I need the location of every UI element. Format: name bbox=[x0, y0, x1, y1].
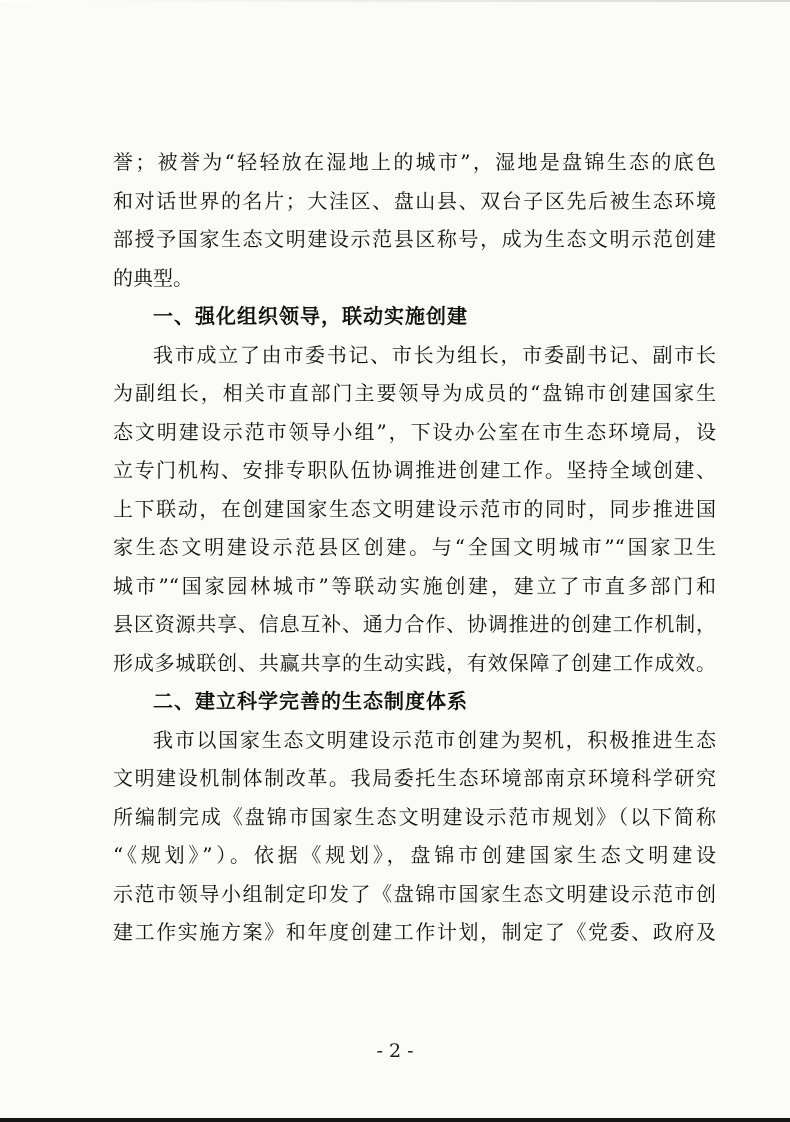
section-heading-1: 一、强化组织领导，联动实施创建 bbox=[153, 304, 468, 328]
text-line: 上下联动，在创建国家生态文明建设示范市的同时，同步推进国 bbox=[113, 496, 716, 521]
text-line: 示范市领导小组制定印发了《盘锦市国家生态文明建设示范市创 bbox=[113, 881, 716, 906]
paragraph-continuation bbox=[113, 143, 716, 297]
text-line: 形成多城联创、共赢共享的生动实践，有效保障了创建工作成效。 bbox=[113, 650, 716, 675]
paragraph-institutions bbox=[113, 721, 716, 952]
text-line: 家生态文明建设示范县区创建。与“全国文明城市”“国家卫生 bbox=[113, 535, 716, 559]
text-line: 所编制完成《盘锦市国家生态文明建设示范市规划》（以下简称 bbox=[113, 804, 716, 829]
text-line: 和对话世界的名片；大洼区、盘山县、双台子区先后被生态环境 bbox=[113, 188, 716, 213]
text-line: 我市成立了由市委书记、市长为组长，市委副书记、副市长 bbox=[153, 342, 716, 367]
page-number: - 2 - bbox=[376, 1040, 414, 1062]
text-line: 文明建设机制体制改革。我局委托生态环境部南京环境科学研究 bbox=[113, 766, 716, 790]
document-body bbox=[113, 143, 716, 952]
scan-edge-top bbox=[0, 0, 790, 2]
text-line: 县区资源共享、信息互补、通力合作、协调推进的创建工作机制， bbox=[113, 612, 716, 636]
text-line: 的典型。 bbox=[113, 265, 193, 290]
paragraph-organization bbox=[113, 336, 716, 683]
text-line: 城市”“国家园林城市”等联动实施创建，建立了市直多部门和 bbox=[113, 573, 716, 598]
text-line: 我市以国家生态文明建设示范市创建为契机，积极推进生态 bbox=[153, 727, 716, 752]
text-line: 立专门机构、安排专职队伍协调推进创建工作。坚持全域创建、 bbox=[113, 458, 716, 482]
text-line: 态文明建设示范市领导小组”，下设办公室在市生态环境局，设 bbox=[113, 419, 716, 444]
text-line: 誉；被誉为“轻轻放在湿地上的城市”，湿地是盘锦生态的底色 bbox=[113, 150, 716, 174]
text-line: “《规划》”）。依据《规划》，盘锦市创建国家生态文明建设 bbox=[113, 843, 716, 867]
text-line: 建工作实施方案》和年度创建工作计划，制定了《党委、政府及 bbox=[113, 920, 716, 944]
scan-edge-bottom bbox=[0, 1118, 790, 1122]
text-line: 为副组长，相关市直部门主要领导为成员的“盘锦市创建国家生 bbox=[113, 381, 716, 405]
section-heading-2: 二、建立科学完善的生态制度体系 bbox=[153, 689, 468, 713]
text-line: 部授予国家生态文明建设示范县区称号，成为生态文明示范创建 bbox=[113, 227, 716, 251]
